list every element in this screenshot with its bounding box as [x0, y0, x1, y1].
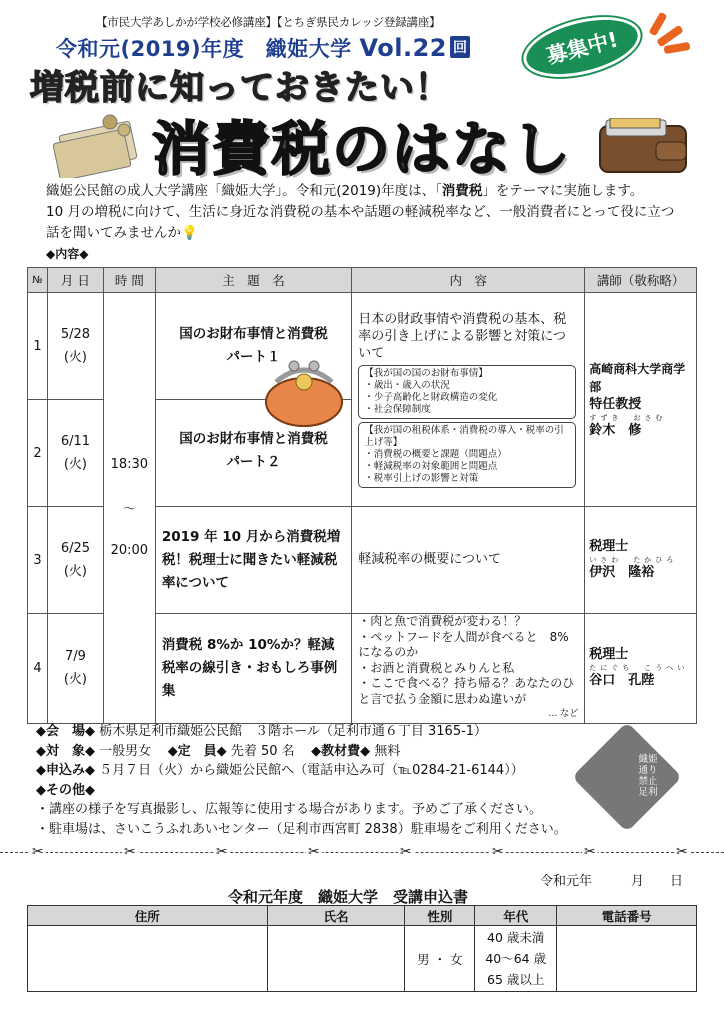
schedule-header-row — [28, 268, 697, 293]
row-no: 4 — [28, 614, 48, 724]
contents-section-label: ◆内容◆ — [46, 247, 89, 261]
event-info — [36, 722, 567, 839]
row-date: 7/9 (火) — [47, 614, 103, 724]
intro-theme: 消費税 — [441, 183, 483, 199]
age-field[interactable]: 40 歳未満 40～64 歳 65 歳以上 — [475, 926, 557, 992]
scissors-icon: ✂ — [584, 844, 596, 860]
row-date: 6/25 (火) — [47, 507, 103, 614]
intro-line-2: 10 月の増税に向けて、生活に身近な消費税の基本や話題の軽減税率など、一般消費者にとって役に立つ — [46, 204, 675, 220]
recruiting-text: 募集中! — [544, 27, 621, 69]
wallet-icon — [596, 118, 692, 176]
gender-field[interactable]: 男 ・ 女 — [405, 926, 475, 992]
logo-text: 織姫通り禁止足利 — [638, 754, 658, 798]
other-line-1: ・講座の様子を写真撮影し、広報等に使用する場合があります。予めご了承ください。 — [36, 802, 542, 817]
time-separator: ～ — [122, 502, 136, 518]
form-header-age: 年代 — [475, 906, 557, 926]
scissors-icon: ✂ — [308, 844, 320, 860]
course-volume — [56, 33, 470, 63]
main-title-line1: 増税前に知っておきたい！ — [30, 68, 450, 108]
header-time: 時 間 — [103, 268, 155, 293]
intro-text — [46, 181, 706, 265]
other-line-2: ・駐車場は、さいこうふれあいセンター（足利市西宮町 2838）駐車場をご利用ください。 — [36, 821, 567, 837]
time-cell — [103, 293, 155, 724]
row-date: 6/11 (火) — [47, 400, 103, 507]
schedule-table — [27, 267, 697, 724]
phone-field[interactable] — [557, 926, 697, 992]
target-line: ◆対 象◆ 一般男女 ◆定 員◆ 先着 50 名 ◆教材費◆ 無料 — [36, 743, 401, 759]
row-no: 1 — [28, 293, 48, 400]
orihime-logo-icon — [572, 722, 682, 832]
recruiting-badge — [517, 6, 646, 87]
row-topic: 国のお財布事情と消費税 パート２ — [155, 400, 351, 507]
main-title-line2: 消費税のはなし — [152, 115, 573, 183]
time-start: 18:30 — [110, 457, 149, 473]
course-category: 【市民大学あしかが学校必修講座】【とちぎ県民カレッジ登録講座】 — [96, 15, 441, 29]
scissors-icon: ✂ — [124, 844, 136, 860]
lecturer-12: 高崎商科大学商学部 特任教授 すずき おさむ 鈴木 修 — [585, 293, 697, 507]
form-header-address: 住所 — [28, 906, 268, 926]
address-field[interactable] — [28, 926, 268, 992]
content-box-2: 【我が国の租税体系・消費税の導入・税率の引上げ等】 ・消費税の概要と課題（問題点） ・軽減税率の対象範囲と問題点 ・税率引上げの影響と対策 — [358, 422, 576, 488]
form-entry-row — [28, 926, 697, 992]
header-topic: 主 題 名 — [155, 268, 351, 293]
volume-year: 令和元(2019)年度 織姫大学 — [56, 37, 352, 61]
scissors-icon: ✂ — [676, 844, 688, 860]
intro-line-1: 織姫公民館の成人大学講座「織姫大学」。令和元(2019)年度は、「消費税」をテーマに実施します。 — [46, 183, 644, 199]
form-title: 令和元年度 織姫大学 受講申込書 — [228, 888, 469, 906]
scissors-icon: ✂ — [32, 844, 44, 860]
row-content: 軽減税率の概要について — [352, 507, 585, 614]
burst-lines-icon — [638, 10, 698, 60]
content-intro: 日本の財政事情や消費税の基本、税率の引き上げによる影響と対策について — [358, 312, 567, 361]
form-header-row — [28, 906, 697, 926]
coin-purse-icon — [262, 352, 346, 428]
row-date: 5/28 (火) — [47, 293, 103, 400]
scissors-icon: ✂ — [492, 844, 504, 860]
row-no: 2 — [28, 400, 48, 507]
form-header-phone: 電話番号 — [557, 906, 697, 926]
cut-line — [0, 852, 724, 853]
header-no: № — [28, 268, 48, 293]
apply-line: ◆申込み◆ ５月７日（火）から織姫公民館へ（電話申込み可（℡0284-21-6144）） — [36, 763, 524, 778]
row-content-12 — [352, 293, 585, 507]
lightbulb-icon: 💡 — [181, 225, 198, 241]
form-header-name: 氏名 — [267, 906, 405, 926]
row-no: 3 — [28, 507, 48, 614]
form-date: 令和元年 月 日 — [540, 874, 684, 889]
scissors-icon: ✂ — [216, 844, 228, 860]
lecturer-4: 税理士 たにぐち こうへい 谷口 孔陛 — [585, 614, 697, 724]
header-content: 内 容 — [352, 268, 585, 293]
row-topic: 2019 年 10 月から消費税増税！税理士に聞きたい軽減税率について — [155, 507, 351, 614]
scissors-icon: ✂ — [400, 844, 412, 860]
time-end: 20:00 — [110, 543, 149, 559]
money-icon — [52, 112, 142, 178]
row-topic: 消費税 8%か 10%か？軽減税率の線引き・おもしろ事例集 — [155, 614, 351, 724]
header-lecturer: 講師（敬称略） — [585, 268, 697, 293]
header-date: 月 日 — [47, 268, 103, 293]
volume-number: Vol.22 — [359, 34, 447, 62]
volume-badge: 回 — [450, 36, 471, 58]
table-row — [28, 293, 697, 400]
row-content-4: ・肉と魚で消費税が変わる！？ ・ペットフードを人間が食べると 8%になるのか ・お酒と消費税とみりんと私 ・ここで食べる？持ち帰る？あなたのひと言で払う金額に思わぬ違いが … など — [352, 614, 585, 724]
row-topic: 国のお財布事情と消費税 パート１ — [155, 293, 351, 400]
name-field[interactable] — [267, 926, 405, 992]
content-box-1: 【我が国の国のお財布事情】 ・歳出・歳入の状況 ・少子高齢化と財政構造の変化 ・社会保障制度 — [358, 365, 576, 419]
venue-line: ◆会 場◆ 栃木県足利市織姫公民館 ３階ホール（足利市通６丁目 3165-1） — [36, 724, 488, 739]
other-label: ◆その他◆ — [36, 782, 95, 798]
application-form — [27, 905, 697, 992]
intro-line-3: 話を聞いてみませんか💡 — [46, 225, 198, 241]
form-header-gender: 性別 — [405, 906, 475, 926]
lecturer-3: 税理士 いさわ たかひろ 伊沢 隆裕 — [585, 507, 697, 614]
